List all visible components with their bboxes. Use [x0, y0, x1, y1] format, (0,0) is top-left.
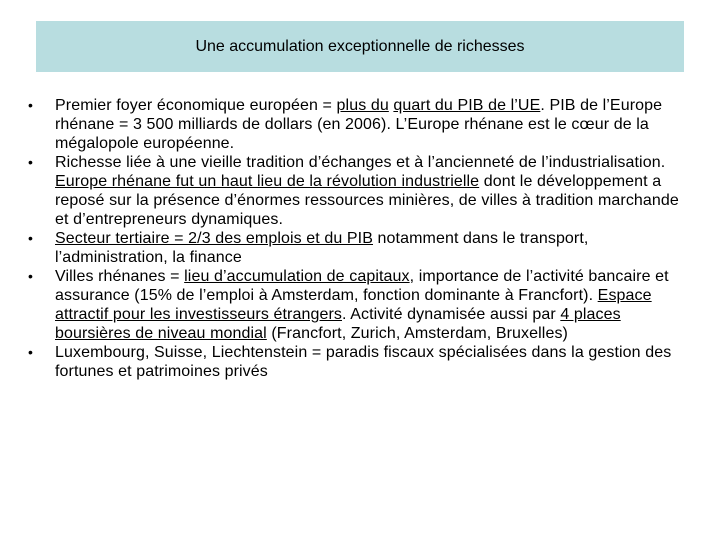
bullet-marker: •: [28, 344, 34, 360]
bullet-marker: •: [28, 230, 34, 246]
bullet-text-underlined: quart du PIB de l’UE: [393, 97, 541, 114]
bullet-marker: •: [28, 268, 34, 284]
bullet-text-underlined: 4 places boursières de niveau mondial: [55, 306, 621, 342]
bullet-text-underlined: plus du: [336, 97, 389, 114]
bullet-item: [28, 343, 690, 381]
bullet-text: . Activité dynamisée aussi par: [342, 306, 561, 323]
bullet-text: Villes rhénanes =: [55, 268, 185, 285]
bullet-text-underlined: Secteur tertiaire = 2/3 des emplois et du PIB: [55, 230, 373, 247]
bullet-text: Premier foyer économique européen =: [55, 97, 337, 114]
bullet-text: . PIB de l’Europe rhénane = 3 500 milliards de dollars (en 2006). L’Europe rhénane est le cœur de la mégalopole européenne.: [55, 97, 663, 152]
bullet-text-underlined: Espace attractif pour les investisseurs étrangers: [55, 287, 652, 323]
bullet-item: [28, 229, 690, 267]
bullet-text-underlined: lieu d’accumulation de capitaux: [184, 268, 410, 285]
bullet-list: [28, 96, 690, 381]
bullet-item: [28, 153, 690, 229]
bullet-item: [28, 267, 690, 343]
bullet-marker: •: [28, 154, 34, 170]
bullet-text-underlined: Europe rhénane fut un haut lieu de la révolution industrielle: [55, 173, 480, 190]
bullet-text: (Francfort, Zurich, Amsterdam, Bruxelles): [266, 325, 568, 342]
bullet-marker: •: [28, 97, 34, 113]
bullet-text: , importance de l’activité bancaire et assurance (15% de l’emploi à Amsterdam, fonction dominante à Francfort).: [55, 268, 669, 304]
slide-title-box: [36, 21, 684, 72]
bullet-text: dont le développement a reposé sur la présence d’énormes ressources minières, de villes à tradition marchande et d’entrepreneurs dynamiques.: [55, 173, 679, 228]
slide-title: Une accumulation exceptionnelle de richesses: [195, 37, 525, 55]
bullet-text: Richesse liée à une vieille tradition d’échanges et à l’ancienneté de l’industrialisation.: [55, 154, 666, 171]
bullet-text: Luxembourg, Suisse, Liechtenstein = paradis fiscaux spécialisées dans la gestion des fortunes et patrimoines privés: [55, 344, 672, 380]
bullet-item: [28, 96, 690, 153]
bullet-text: notamment dans le transport, l’administration, la finance: [55, 230, 589, 266]
